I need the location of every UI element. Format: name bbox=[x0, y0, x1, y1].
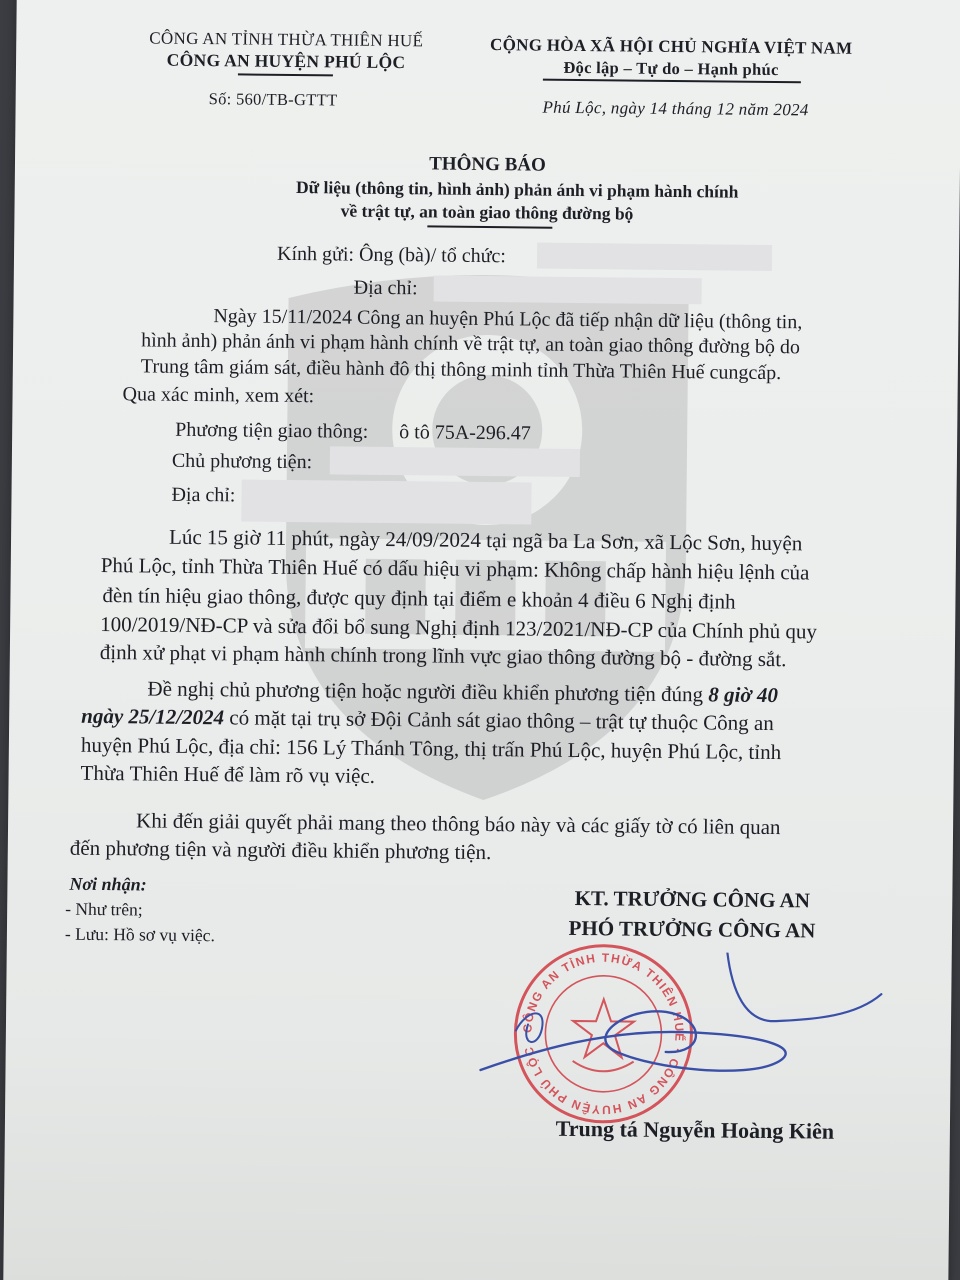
owner-label: Chủ phương tiện: bbox=[171, 449, 313, 474]
violation-line-4: 100/2019/NĐ-CP và sửa đổi bổ sung Nghị định 123/2021/NĐ-CP của Chính phủ quy bbox=[100, 611, 818, 644]
document-number: Số: 560/TB-GTTT bbox=[208, 89, 338, 110]
intro-line-2: hình ảnh) phản ánh vi phạm hành chính về trật tự, an toàn giao thông đường bộ do bbox=[141, 329, 801, 359]
redacted-recipient-address bbox=[434, 275, 702, 304]
redacted-owner-name bbox=[330, 446, 580, 477]
recipient-label: Kính gửi: Ông (bà)/ tổ chức: bbox=[276, 242, 507, 268]
intro-line-1: Ngày 15/11/2024 Công an huyện Phú Lộc đã tiếp nhận dữ liệu (thông tin, bbox=[213, 305, 803, 334]
issuing-unit: CÔNG AN HUYỆN PHÚ LỘC bbox=[166, 49, 406, 73]
request-line-1-text: Đề nghị chủ phương tiện hoặc người điều khiển phương tiện đúng bbox=[147, 676, 704, 707]
document-subtitle-line1: Dữ liệu (thông tin, hình ảnh) phản ánh vi phạm hành chính bbox=[295, 177, 739, 202]
signature-title-line2: PHÓ TRƯỞNG CÔNG AN bbox=[568, 915, 816, 943]
issuing-agency: CÔNG AN TỈNH THỪA THIÊN HUẾ bbox=[149, 28, 424, 51]
redacted-owner-address bbox=[241, 479, 531, 524]
country-name: CỘNG HÒA XÃ HỘI CHỦ NGHĨA VIỆT NAM bbox=[489, 35, 853, 58]
request-line-4: Thừa Thiên Huế để làm rõ vụ việc. bbox=[80, 760, 376, 788]
title-underline bbox=[427, 225, 552, 228]
place-and-date: Phú Lộc, ngày 14 tháng 12 năm 2024 bbox=[542, 97, 809, 120]
intro-line-3: Trung tâm giám sát, điều hành đô thị thông minh tỉnh Thừa Thiên Huế cungcấp. bbox=[140, 355, 782, 385]
signature-title-line1: KT. TRƯỞNG CÔNG AN bbox=[574, 885, 811, 913]
closing-line-2: đến phương tiện và người điều khiển phương tiện. bbox=[69, 835, 492, 865]
closing-line-1: Khi đến giải quyết phải mang theo thông báo này và các giấy tờ có liên quan bbox=[135, 808, 781, 840]
stamp-ring-text: CÔNG AN TỈNH THỪA THIÊN HUẾ · CÔNG AN HUYỆN PHÚ LỘC · bbox=[520, 950, 687, 1117]
vehicle-label: Phương tiện giao thông: bbox=[175, 418, 369, 443]
recipient-address-label: Địa chỉ: bbox=[353, 276, 418, 300]
verification-heading: Qua xác minh, xem xét: bbox=[122, 383, 315, 408]
document-title: THÔNG BÁO bbox=[429, 153, 546, 176]
appointment-time: 8 giờ 40 bbox=[708, 682, 779, 708]
recipients-item-1: - Như trên; bbox=[65, 898, 143, 920]
vehicle-plate: ô tô 75A-296.47 bbox=[399, 421, 531, 445]
request-line-2-text: có mặt tại trụ sở Đội Cảnh sát giao thông – trật tự thuộc Công an bbox=[229, 705, 774, 736]
request-line-1 bbox=[147, 676, 778, 708]
violation-line-2: Phú Lộc, tỉnh Thừa Thiên Huế có dấu hiệu vi phạm: Không chấp hành hiệu lệnh của bbox=[100, 552, 810, 585]
violation-line-5: định xử phạt vi phạm hành chính trong lĩnh vực giao thông đường bộ - đường sắt. bbox=[99, 639, 787, 672]
appointment-date: ngày 25/12/2024 bbox=[81, 703, 225, 730]
document-subtitle-line2: về trật tự, an toàn giao thông đường bộ bbox=[340, 200, 634, 224]
redacted-recipient-name bbox=[537, 243, 772, 271]
signer-name: Trung tá Nguyễn Hoàng Kiên bbox=[555, 1115, 835, 1144]
violation-line-1: Lúc 15 giờ 11 phút, ngày 24/09/2024 tại ngã ba La Sơn, xã Lộc Sơn, huyện bbox=[168, 524, 803, 556]
document-page bbox=[3, 0, 960, 1280]
recipients-item-2: - Lưu: Hồ sơ vụ việc. bbox=[64, 923, 215, 946]
request-line-3: huyện Phú Lộc, địa chỉ: 156 Lý Thánh Tông, thị trấn Phú Lộc, huyện Phú Lộc, tỉnh bbox=[80, 732, 782, 765]
national-motto: Độc lập – Tự do – Hạnh phúc bbox=[563, 57, 779, 80]
recipients-heading: Nơi nhận: bbox=[69, 873, 147, 895]
violation-line-3: đèn tín hiệu giao thông, được quy định tại điểm e khoản 4 điều 6 Nghị định bbox=[102, 583, 736, 614]
handwritten-signature bbox=[475, 950, 897, 1104]
header-left-underline bbox=[238, 73, 333, 75]
owner-address-label: Địa chỉ: bbox=[171, 483, 236, 507]
